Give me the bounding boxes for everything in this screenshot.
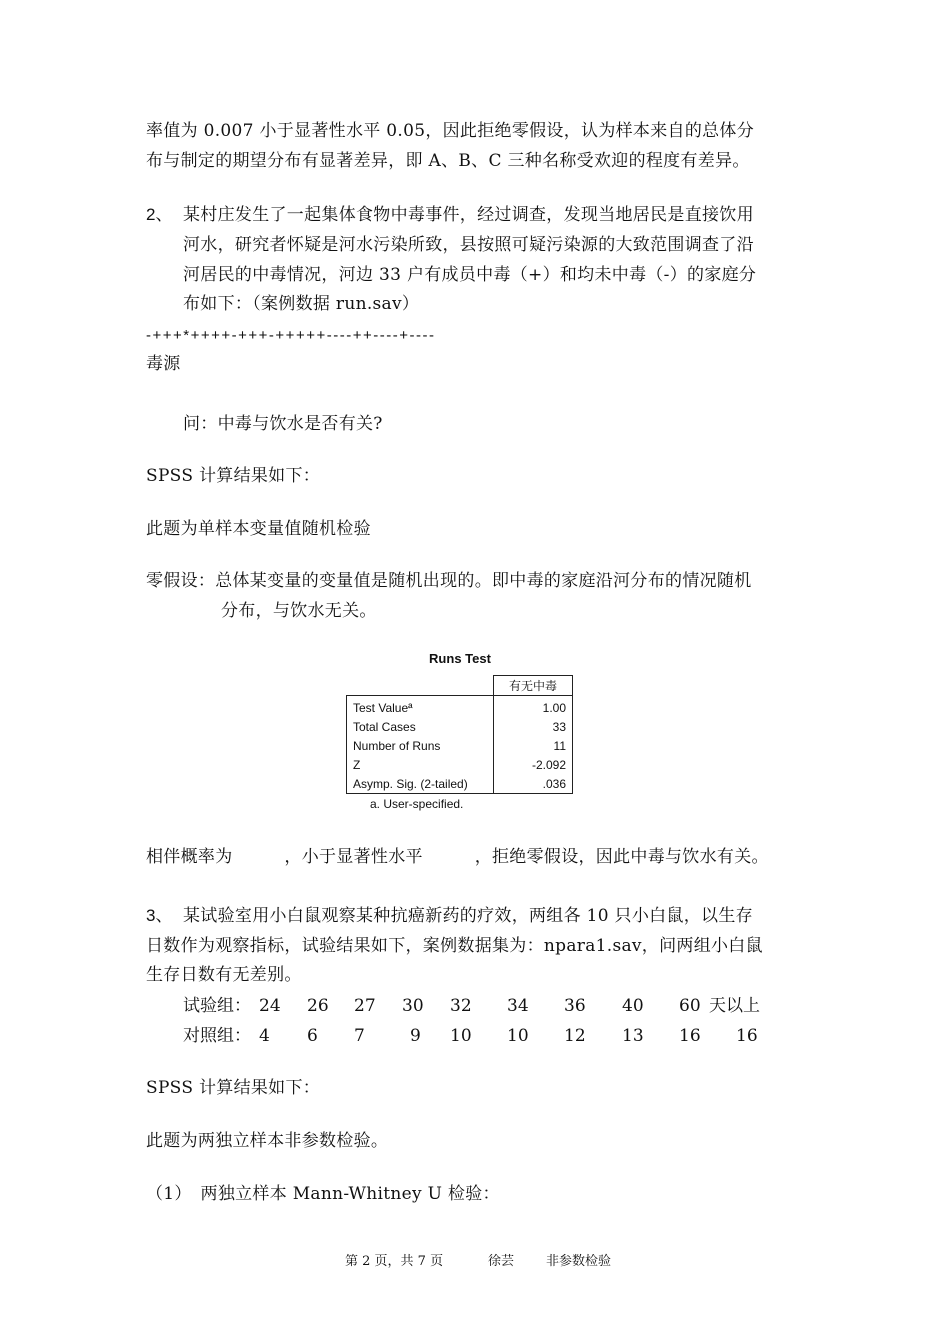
group-value: 36 bbox=[564, 996, 586, 1016]
footer-author: 徐芸 bbox=[488, 1254, 515, 1269]
column-header: 有无中毒 bbox=[494, 676, 573, 696]
null-hypothesis: 分布，与饮水无关。 bbox=[221, 601, 377, 621]
group-suffix: 天以上 bbox=[709, 996, 760, 1016]
question-text: 某试验室用小白鼠观察某种抗癌新药的疗效，两组各 10 只小白鼠，以生存 bbox=[183, 906, 753, 926]
group-value: 12 bbox=[564, 1026, 586, 1046]
question-prompt: 问：中毒与饮水是否有关? bbox=[183, 414, 383, 434]
page-number: 第 2 页，共 7 页 bbox=[345, 1254, 444, 1269]
row-label: Test Valueª bbox=[347, 696, 494, 718]
footer-topic: 非参数检验 bbox=[546, 1254, 612, 1269]
group-value: 4 bbox=[259, 1026, 270, 1046]
group-value: 32 bbox=[450, 996, 472, 1016]
group-value: 6 bbox=[307, 1026, 318, 1046]
table-row bbox=[347, 755, 573, 774]
test-type: 此题为单样本变量值随机检验 bbox=[146, 519, 371, 539]
group-label: 对照组： bbox=[183, 1026, 251, 1046]
paragraph-line: 布与制定的期望分布有显著差异，即 A、B、C 三种名称受欢迎的程度有差异。 bbox=[146, 151, 750, 171]
group-value: 30 bbox=[402, 996, 424, 1016]
group-label: 试验组： bbox=[183, 996, 251, 1016]
question-text: 河居民的中毒情况，河边 33 户有成员中毒（+）和均未中毒（-）的家庭分 bbox=[183, 265, 757, 285]
sub-heading: （1） 两独立样本 Mann-Whitney U 检验： bbox=[146, 1184, 500, 1204]
null-hypothesis: 零假设：总体某变量的变量值是随机出现的。即中毒的家庭沿河分布的情况随机 bbox=[146, 571, 752, 591]
group-value: 60 bbox=[679, 996, 701, 1016]
spss-heading: SPSS 计算结果如下： bbox=[146, 1078, 321, 1098]
table-row bbox=[347, 696, 573, 718]
group-value: 24 bbox=[259, 996, 281, 1016]
group-value: 9 bbox=[410, 1026, 421, 1046]
question-number: 3、 bbox=[146, 906, 173, 925]
table-row bbox=[347, 736, 573, 755]
question-text: 布如下：（案例数据 run.sav） bbox=[183, 294, 420, 314]
question-text: 生存日数有无差别。 bbox=[146, 965, 302, 985]
runs-test-table bbox=[346, 675, 573, 794]
question-text: 日数作为观察指标，试验结果如下，案例数据集为：npara1.sav，问两组小白鼠 bbox=[146, 936, 763, 956]
group-value: 10 bbox=[450, 1026, 472, 1046]
sequence-line: -+++*++++-+++-+++++----++----+---- bbox=[146, 327, 436, 344]
group-value: 16 bbox=[736, 1026, 758, 1046]
row-label: Asymp. Sig. (2-tailed) bbox=[347, 774, 494, 794]
test-type: 此题为两独立样本非参数检验。 bbox=[146, 1131, 389, 1151]
group-value: 13 bbox=[622, 1026, 644, 1046]
group-value: 7 bbox=[354, 1026, 365, 1046]
row-value: -2.092 bbox=[494, 755, 573, 774]
group-value: 27 bbox=[354, 996, 376, 1016]
group-value: 10 bbox=[507, 1026, 529, 1046]
group-value: 40 bbox=[622, 996, 644, 1016]
row-label: Total Cases bbox=[347, 717, 494, 736]
table-footnote: a. User-specified. bbox=[370, 797, 464, 811]
row-label: Number of Runs bbox=[347, 736, 494, 755]
paragraph-line: 率值为 0.007 小于显著性水平 0.05，因此拒绝零假设，认为样本来自的总体分 bbox=[146, 121, 755, 141]
row-value: 1.00 bbox=[494, 696, 573, 718]
runs-test-title: Runs Test bbox=[429, 651, 491, 666]
group-value: 26 bbox=[307, 996, 329, 1016]
row-value: 33 bbox=[494, 717, 573, 736]
table-row bbox=[347, 717, 573, 736]
question-text: 某村庄发生了一起集体食物中毒事件，经过调查，发现当地居民是直接饮用 bbox=[183, 205, 754, 225]
group-value: 16 bbox=[679, 1026, 701, 1046]
table-corner bbox=[347, 676, 494, 696]
row-label: Z bbox=[347, 755, 494, 774]
question-number: 2、 bbox=[146, 205, 173, 224]
question-text: 河水，研究者怀疑是河水污染所致，县按照可疑污染源的大致范围调查了沿 bbox=[183, 235, 754, 255]
spss-heading: SPSS 计算结果如下： bbox=[146, 466, 321, 486]
conclusion-text: 相伴概率为 ，小于显著性水平 ，拒绝零假设，因此中毒与饮水有关。 bbox=[146, 847, 769, 867]
row-value: .036 bbox=[494, 774, 573, 794]
table-row bbox=[347, 774, 573, 794]
source-label: 毒源 bbox=[146, 354, 181, 374]
row-value: 11 bbox=[494, 736, 573, 755]
group-value: 34 bbox=[507, 996, 529, 1016]
